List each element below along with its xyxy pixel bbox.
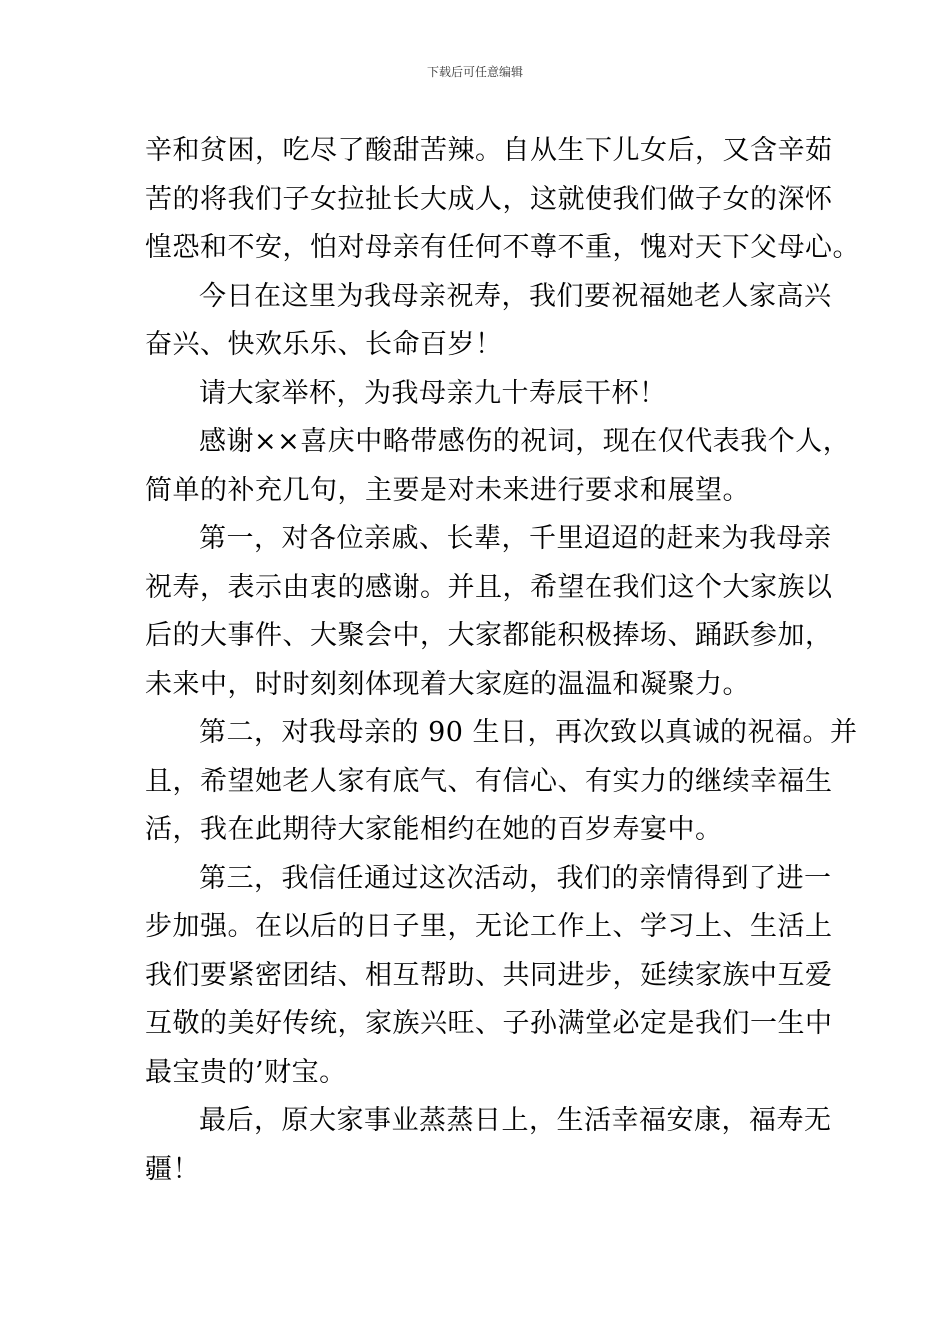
document-body <box>145 127 860 1194</box>
paragraph-5 <box>145 515 833 709</box>
text-line: 步加强。在以后的日子里，无论工作上、学习上、生活上 <box>145 911 833 942</box>
text-line: 未来中，时时刻刻体现着大家庭的温温和凝聚力。 <box>145 668 750 700</box>
text-line: 祝寿，表示由衷的感谢。并且，希望在我们这个大家族以 <box>145 571 833 603</box>
text-line: 最宝贵的’财宝。 <box>145 1056 347 1088</box>
text-line: 活，我在此期待大家能相约在她的百岁寿宴中。 <box>145 814 723 845</box>
paragraph-7 <box>145 855 833 1098</box>
text-line: 最后，原大家事业蒸蒸日上，生活幸福安康，福寿无 <box>199 1105 832 1136</box>
page-header: 下载后可任意编辑 <box>426 65 523 79</box>
text-line: 请大家举杯，为我母亲九十寿辰干杯！ <box>199 377 667 409</box>
text-line: 苦的将我们子女拉扯长大成人，这就使我们做子女的深怀 <box>145 183 833 215</box>
text-line: 惶恐和不安，怕对母亲有任何不尊不重，愧对天下父母心。 <box>145 232 860 263</box>
text-line: 辛和贫困，吃尽了酸甜苦辣。自从生下儿女后，又含辛茹 <box>145 135 833 166</box>
paragraph-6 <box>145 709 858 855</box>
text-line: 第二，对我母亲的 90 生日，再次致以真诚的祝福。并 <box>199 717 858 748</box>
paragraph-8 <box>145 1097 832 1194</box>
paragraph-1 <box>145 127 860 273</box>
text-line: 且，希望她老人家有底气、有信心、有实力的继续幸福生 <box>145 765 833 797</box>
text-line: 后的大事件、大聚会中，大家都能积极捧场、踊跃参加， <box>145 620 833 651</box>
text-line: 奋兴、快欢乐乐、长命百岁！ <box>145 329 503 360</box>
text-line: 疆！ <box>145 1153 200 1185</box>
paragraph-2 <box>145 273 832 370</box>
text-line: 简单的补充几句，主要是对未来进行要求和展望。 <box>145 474 750 506</box>
text-line: 今日在这里为我母亲祝寿，我们要祝福她老人家高兴 <box>199 280 832 312</box>
text-line: 第三，我信任通过这次活动，我们的亲情得到了进一 <box>199 862 832 894</box>
text-line: 第一，对各位亲戚、长辈，千里迢迢的赶来为我母亲 <box>199 523 832 554</box>
text-line: 互敬的美好传统，家族兴旺、子孙满堂必定是我们一生中 <box>145 1008 833 1039</box>
paragraph-3 <box>145 370 825 419</box>
paragraph-4 <box>145 418 851 515</box>
text-line: 感谢××喜庆中略带感伤的祝词，现在仅代表我个人， <box>199 426 851 457</box>
text-line: 我们要紧密团结、相互帮助、共同进步，延续家族中互爱 <box>145 959 833 991</box>
